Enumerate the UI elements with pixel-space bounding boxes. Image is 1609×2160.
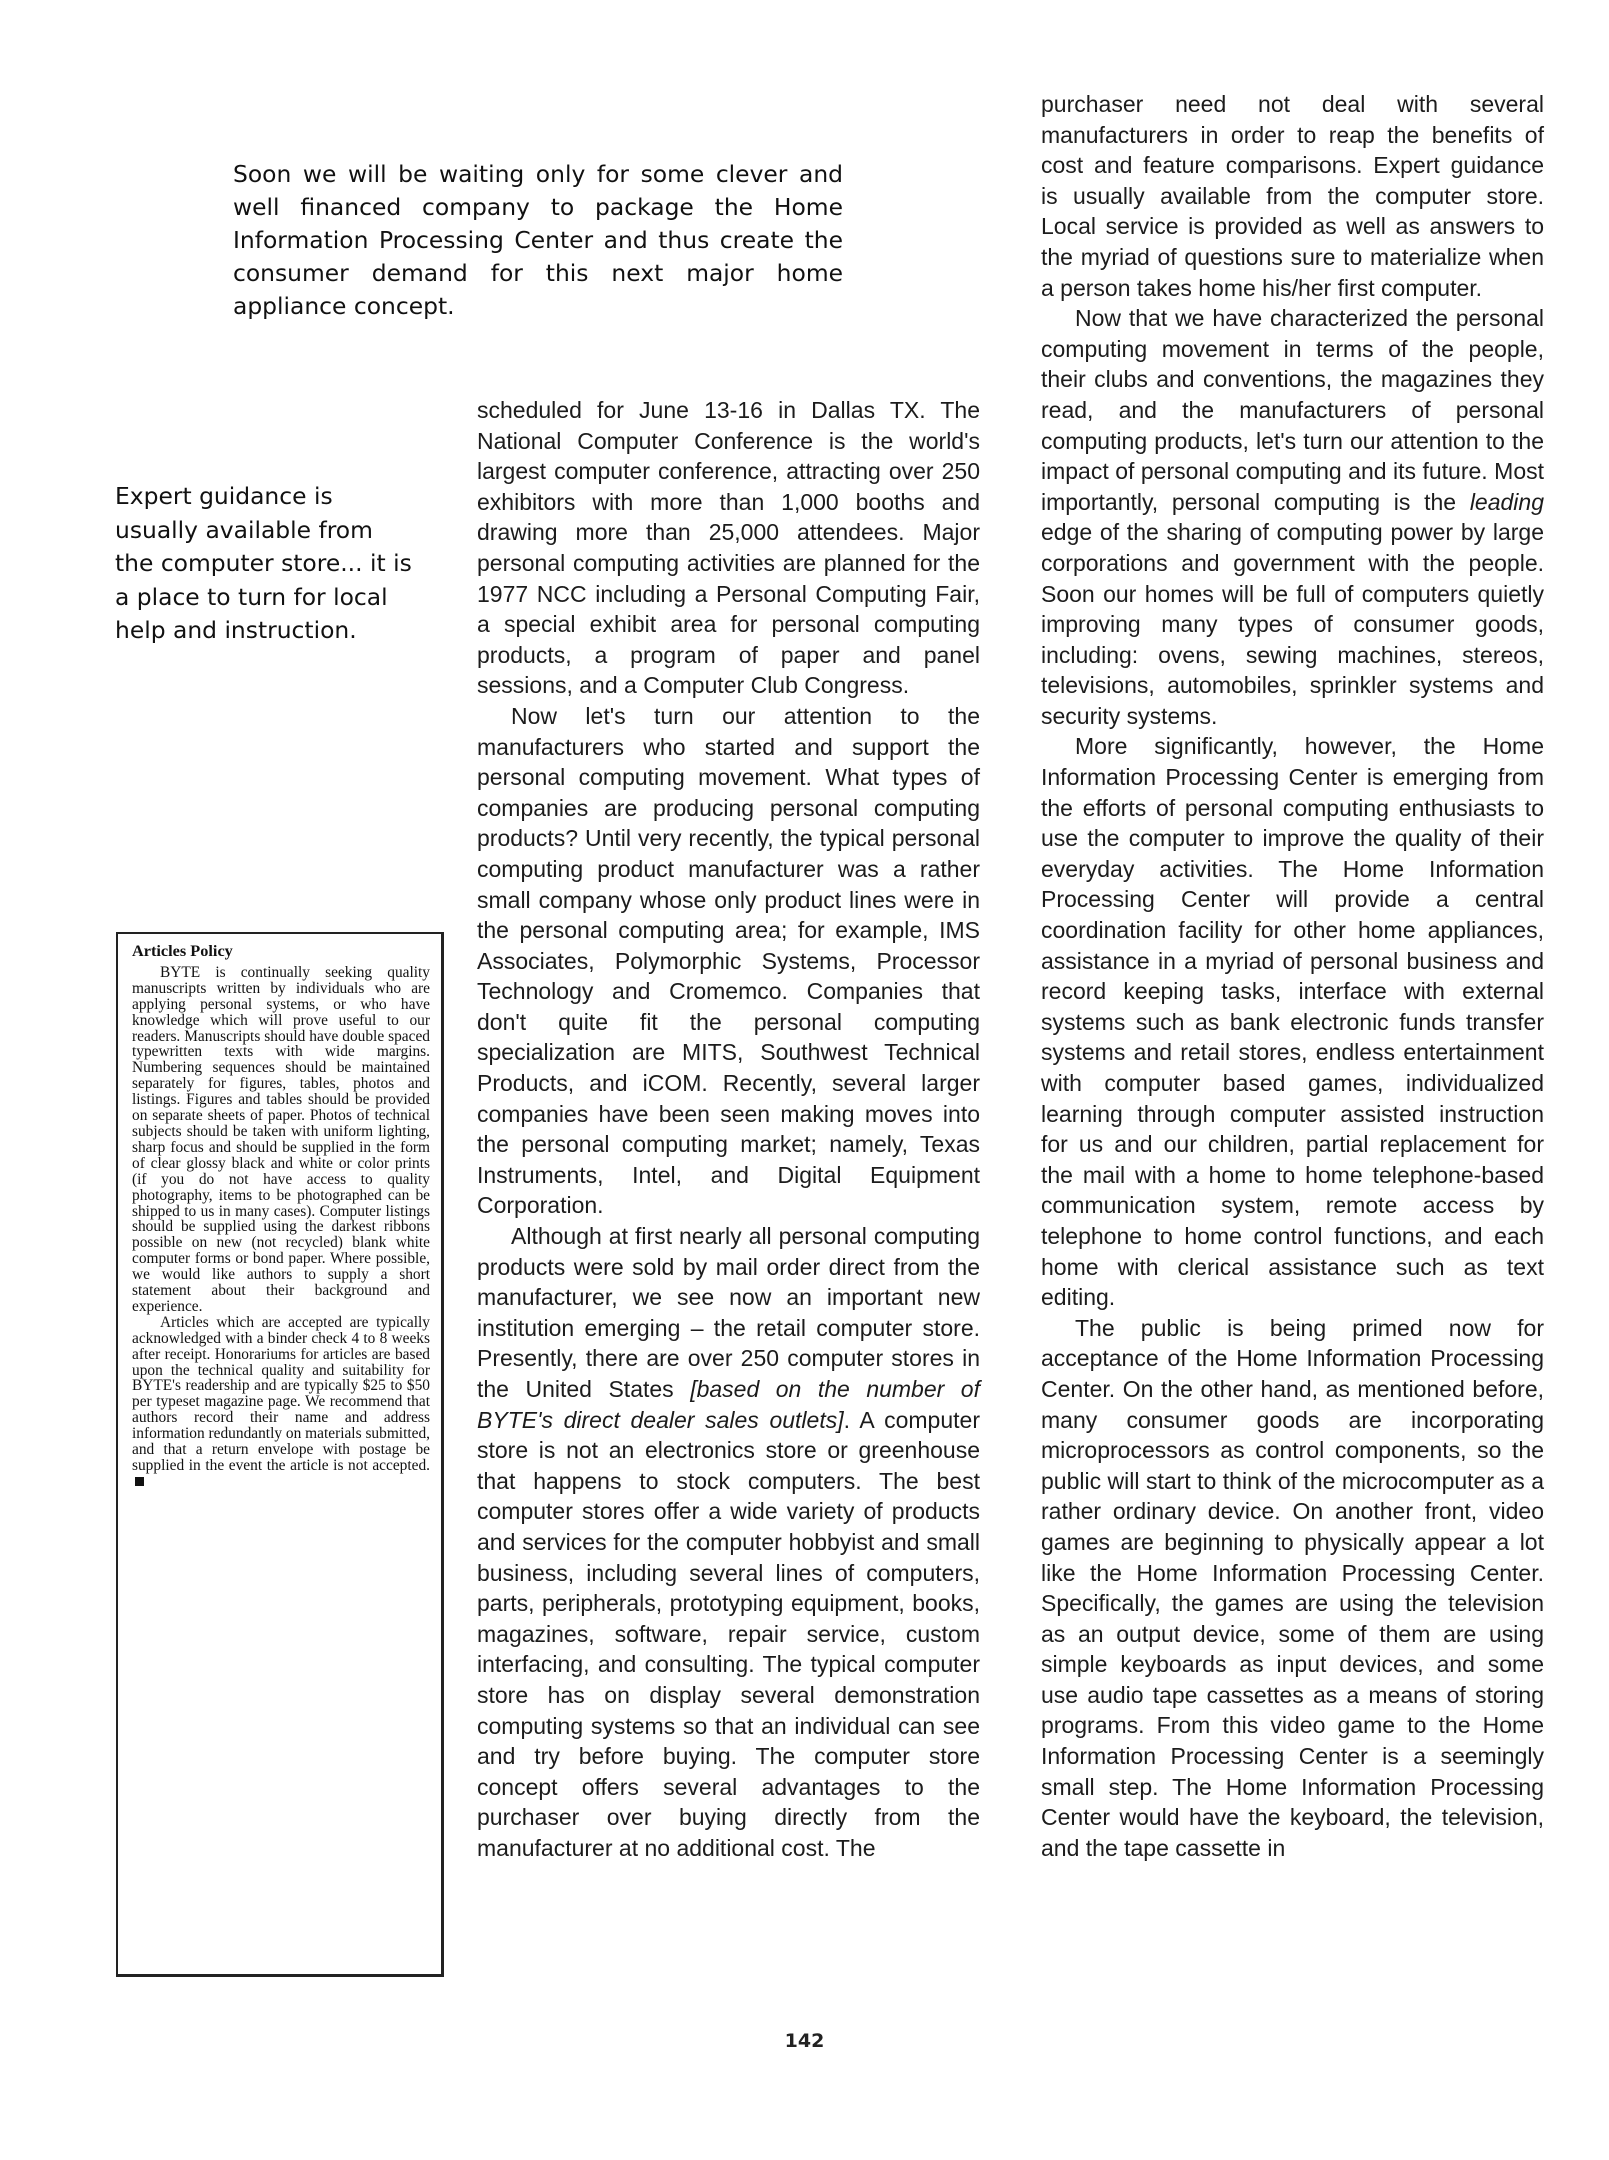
article-column-middle xyxy=(477,395,980,1864)
body-text: . A computer store is not an electronics store or greenhouse that happens to stock computers. The best computer stores offer a wide variety of products and services for the computer hobbyist and small business, including several lines of computers, parts, peripherals, prototyping equipment, books, magazines, software, repair service, custom interfacing, and consulting. The typical computer store has on display several demonstration computing systems so that an individual can see and try before buying. The computer store concept offers several advantages to the purchaser over buying directly from the manufacturer at no additional cost. The xyxy=(477,1406,980,1861)
body-paragraph: Now let's turn our attention to the manufacturers who started and support the personal computing movement. What types of companies are producing personal computing products? Until very recently, the typical personal computing product manufacturer was a rather small company whose only product lines were in the personal computing area; for example, IMS Associates, Polymorphic Systems, Processor Technology and Cromemco. Companies that don't quite fit the personal computing specialization are MITS, Southwest Technical Products, and iCOM. Recently, several larger companies have been seen making moves into the personal computing market; namely, Texas Instruments, Intel, and Digital Equipment Corporation. xyxy=(477,702,980,1219)
articles-policy-title: Articles Policy xyxy=(132,941,233,960)
articles-policy-paragraph-text: Articles which are accepted are typically acknowledged with a binder check 4 to 8 weeks after receipt. Honorariums for articles are based upon the technical quality and suitability for BYTE's readership and are typically $25 to $50 per typeset magazine page. We recommend that authors record their name and address information redundantly on materials submitted, and that a return envelope with postage be supplied in the event the article is not accepted. xyxy=(132,1313,430,1474)
articles-policy-box xyxy=(116,932,444,1977)
body-text-italic: [based on the number of BYTE's direct dealer sales outlets] xyxy=(477,1376,980,1433)
article-column-right xyxy=(1041,89,1544,1863)
body-paragraph: scheduled for June 13-16 in Dallas TX. The National Computer Conference is the world's largest computer conference, attracting over 250 exhibitors with more than 1,000 booths and drawing more than 25,000 attendees. Major personal computing activities are planned for the 1977 NCC including a Personal Computing Fair, a special exhibit area for personal computing products, a program of paper and panel sessions, and a Computer Club Congress. xyxy=(477,397,980,699)
articles-policy-paragraph xyxy=(132,1315,430,1490)
body-paragraph xyxy=(1041,303,1544,731)
body-text: edge of the sharing of computing power by large corporations and government with the people. Soon our homes will be full of computers quietly improving many types of consumer goods, including: ovens, sewing machines, stereos, televisions, automobiles, sprinkler systems and security systems. xyxy=(1041,519,1544,729)
body-text: Although at first nearly all personal computing products were sold by mail order direct from the manufacturer, we see now an important new institution emerging – the retail computer store. Presently, there are over 250 computer stores in the United States xyxy=(477,1223,980,1402)
body-text: Now that we have characterized the personal computing movement in terms of the people, their clubs and conventions, the magazines they read, and the manufacturers of personal computing products, let's turn our attention to the impact of personal computing and its future. Most importantly, personal computing is the xyxy=(1041,305,1544,515)
end-mark-icon xyxy=(135,1477,144,1486)
body-paragraph: purchaser need not deal with several manufacturers in order to reap the benefits of cost and feature comparisons. Expert guidance is usually available from the computer store. Local service is provided as well as answers to the myriad of questions sure to materialize when a person takes home his/her first computer. xyxy=(1041,91,1544,301)
pull-quote-top: Soon we will be waiting only for some clever and well financed company to package the Home Information Processing Center and thus create the consumer demand for this next major home appliance concept. xyxy=(233,160,843,320)
body-paragraph: More significantly, however, the Home Information Processing Center is emerging from the efforts of personal computing enthusiasts to use the computer to improve the quality of their everyday activities. The Home Information Processing Center will provide a central coordination facility for other home appliances, assistance in a myriad of personal business and record keeping tasks, interface with external systems such as bank electronic funds transfer systems and retail stores, endless entertainment with computer based games, individualized learning through computer assisted instruction for us and our children, partial replacement for the mail with a home to home telephone-based communication system, remote access by telephone to home control functions, and each home with clerical assistance such as text editing. xyxy=(1041,733,1544,1311)
body-paragraph: The public is being primed now for acceptance of the Home Information Processing Center. On the other hand, as mentioned before, many consumer goods are incorporating microprocessors as control components, so the public will start to think of the microcomputer as a rather ordinary device. On another front, video games are beginning to physically appear a lot like the Home Information Processing Center. Specifically, the games are using the television as an output device, some of them are using simple keyboards as input devices, and some use audio tape cassettes as a means of storing programs. From this video game to the Home Information Processing Center is a seemingly small step. The Home Information Processing Center would have the keyboard, the television, and the tape cassette in xyxy=(1041,1314,1544,1861)
body-text-italic: leading xyxy=(1469,488,1544,515)
page-number: 142 xyxy=(784,2030,825,2052)
pull-quote-side: Expert guidance is usually available from the computer store... it is a place to turn for local help and instruction. xyxy=(115,482,412,644)
body-paragraph xyxy=(477,1221,980,1863)
articles-policy-paragraph: BYTE is continually seeking quality manuscripts written by individuals who are applying personal systems, or who have knowledge which will prove useful to our readers. Manuscripts should have double spaced typewritten texts with wide margins. Numbering sequences should be maintained separately for figures, tables, photos and listings. Figures and tables should be provided on separate sheets of paper. Photos of technical subjects should be taken with uniform lighting, sharp focus and should be supplied in the form of clear glossy black and white or color prints (if you do not have access to quality photography, items to be photographed can be shipped to us in many cases). Computer listings should be supplied using the darkest ribbons possible on new (not recycled) blank white computer forms or bond paper. Where possible, we would like authors to supply a short statement about their background and experience. xyxy=(132,963,430,1315)
